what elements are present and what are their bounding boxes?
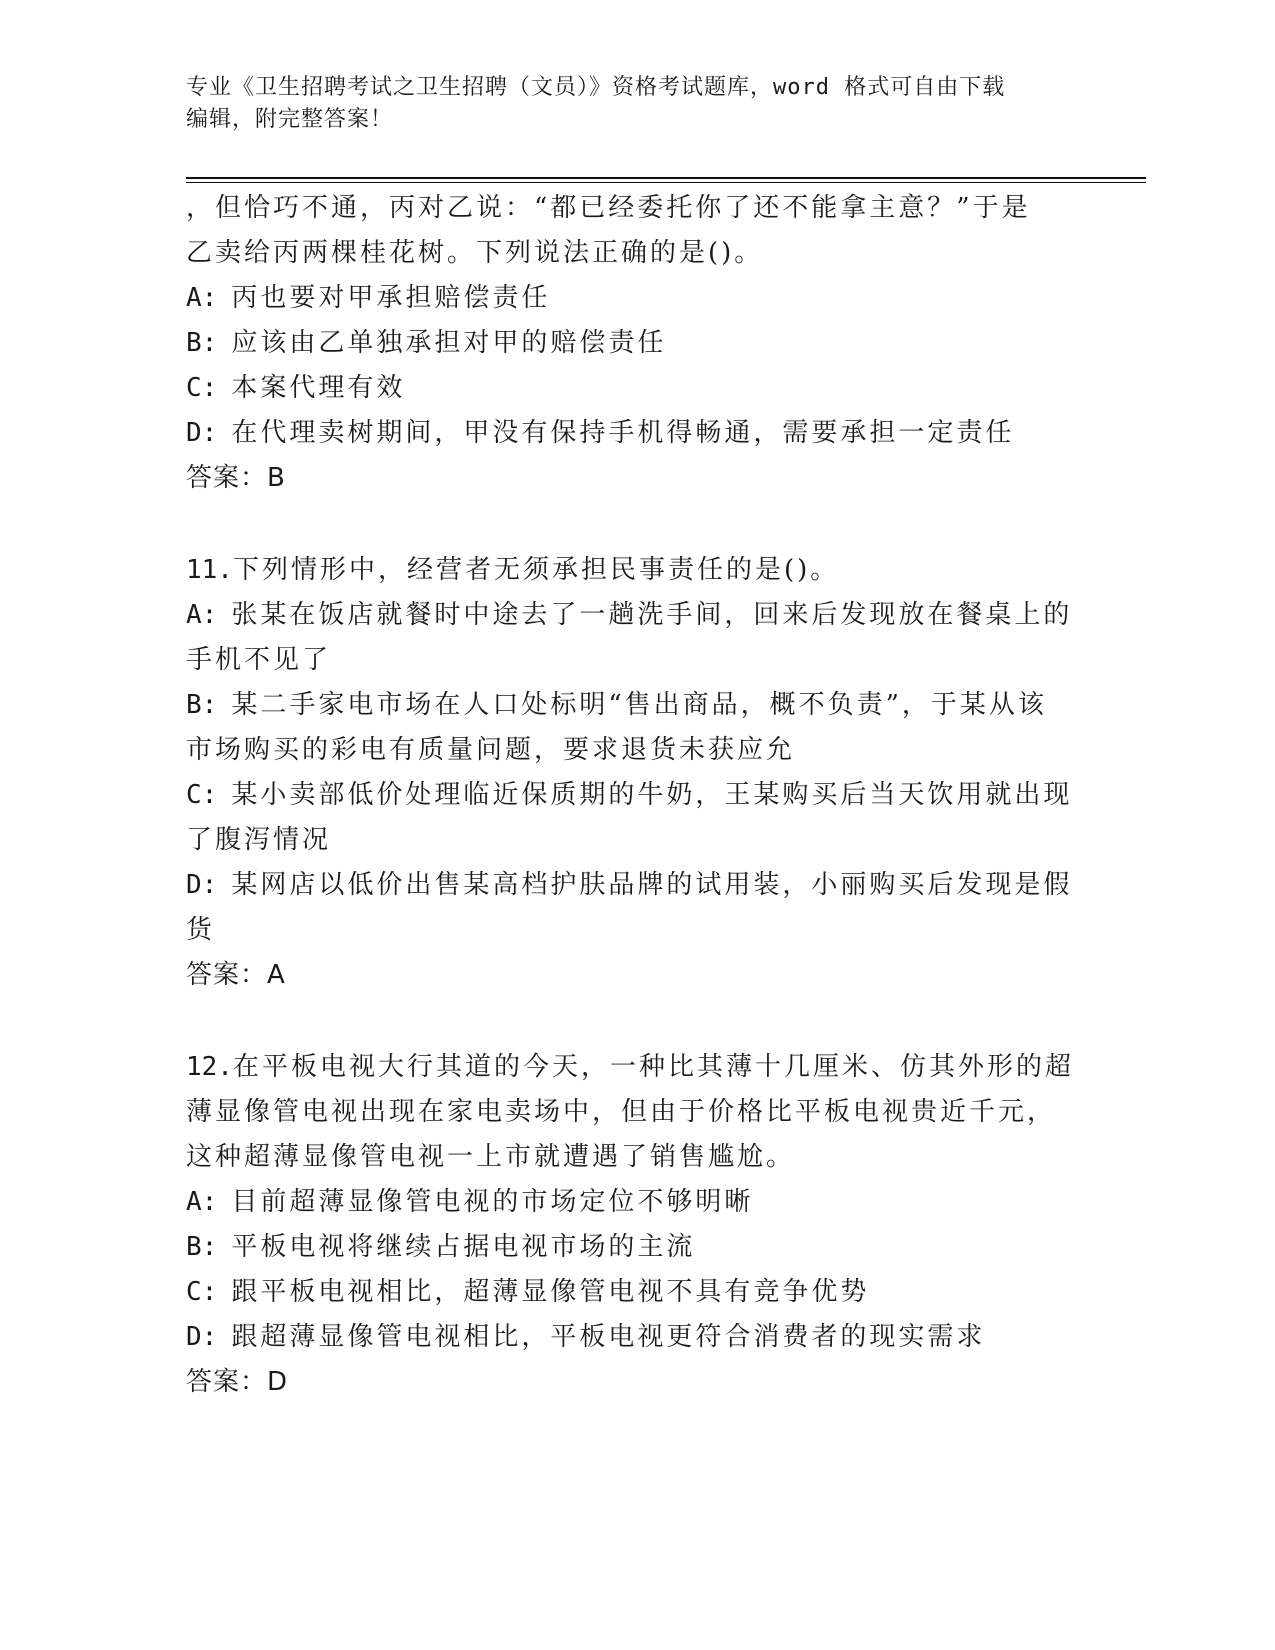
option-text: 平板电视将继续占据电视市场的主流	[231, 1232, 696, 1262]
header-line-1: 专业《卫生招聘考试之卫生招聘（文员）》资格考试题库，word 格式可自由下载	[186, 75, 1006, 100]
option-label: D:	[186, 418, 218, 448]
option-c	[186, 773, 1086, 818]
option-c	[186, 1270, 1086, 1315]
option-text: 某小卖部低价处理临近保质期的牛奶，王某购买后当天饮用就出现	[231, 780, 1073, 810]
question-stem-line	[186, 1045, 1086, 1090]
option-c-continued: 了腹泻情况	[186, 825, 332, 855]
option-a-continued: 手机不见了	[186, 645, 332, 675]
option-label: A:	[186, 1187, 218, 1217]
option-d	[186, 863, 1086, 908]
question-12	[186, 1045, 1086, 1405]
question-10	[186, 186, 1086, 501]
question-stem-line: 乙卖给丙两棵桂花树。下列说法正确的是()。	[186, 238, 764, 268]
option-label: B:	[186, 690, 218, 720]
option-b	[186, 321, 1086, 366]
option-text: 在代理卖树期间，甲没有保持手机得畅通，需要承担一定责任	[231, 418, 1015, 448]
option-a	[186, 1180, 1086, 1225]
option-label: C:	[186, 780, 218, 810]
option-text: 张某在饭店就餐时中途去了一趟洗手间，回来后发现放在餐桌上的	[231, 600, 1073, 630]
option-b	[186, 683, 1086, 728]
header-divider-thin	[186, 182, 1146, 183]
option-text: 应该由乙单独承担对甲的赔偿责任	[231, 328, 667, 358]
option-a	[186, 276, 1086, 321]
option-label: A:	[186, 283, 218, 313]
question-stem-line: ，但恰巧不通，丙对乙说：“都已经委托你了还不能拿主意？”于是	[186, 193, 1031, 223]
question-stem: 在平板电视大行其道的今天，一种比其薄十几厘米、仿其外形的超	[232, 1052, 1074, 1082]
question-content	[186, 186, 1086, 1405]
question-stem: 下列情形中，经营者无须承担民事责任的是()。	[232, 555, 840, 585]
option-b	[186, 1225, 1086, 1270]
spacer	[186, 998, 1086, 1045]
question-11	[186, 548, 1086, 998]
option-label: C:	[186, 373, 218, 403]
question-stem-line: 薄显像管电视出现在家电卖场中，但由于价格比平板电视贵近千元，	[186, 1097, 1057, 1127]
option-text: 跟超薄显像管电视相比，平板电视更符合消费者的现实需求	[231, 1322, 986, 1352]
answer-text: 答案：A	[186, 960, 286, 990]
question-stem-line	[186, 548, 1086, 593]
option-text: 丙也要对甲承担赔偿责任	[231, 283, 551, 313]
option-d	[186, 1315, 1086, 1360]
option-label: B:	[186, 328, 218, 358]
answer-text: 答案：D	[186, 1367, 289, 1397]
option-c	[186, 366, 1086, 411]
option-label: D:	[186, 870, 218, 900]
document-header	[186, 72, 1066, 136]
option-d	[186, 411, 1086, 456]
question-stem-line: 这种超薄显像管电视一上市就遭遇了销售尴尬。	[186, 1142, 796, 1172]
option-label: D:	[186, 1322, 218, 1352]
option-label: A:	[186, 600, 218, 630]
option-b-continued: 市场购买的彩电有质量问题，要求退货未获应允	[186, 735, 796, 765]
header-line-2: 编辑，附完整答案！	[186, 107, 394, 132]
question-number: 12.	[186, 1052, 233, 1082]
spacer	[186, 501, 1086, 548]
header-divider-thick	[186, 177, 1146, 179]
option-text: 某二手家电市场在人口处标明“售出商品，概不负责”，于某从该	[231, 690, 1047, 720]
option-label: C:	[186, 1277, 218, 1307]
option-text: 本案代理有效	[231, 373, 406, 403]
option-label: B:	[186, 1232, 218, 1262]
question-number: 11.	[186, 555, 233, 585]
option-a	[186, 593, 1086, 638]
answer-text: 答案：B	[186, 463, 286, 493]
option-text: 目前超薄显像管电视的市场定位不够明晰	[231, 1187, 754, 1217]
option-d-continued: 货	[186, 915, 216, 945]
option-text: 某网店以低价出售某高档护肤品牌的试用装，小丽购买后发现是假	[231, 870, 1073, 900]
option-text: 跟平板电视相比，超薄显像管电视不具有竞争优势	[231, 1277, 870, 1307]
